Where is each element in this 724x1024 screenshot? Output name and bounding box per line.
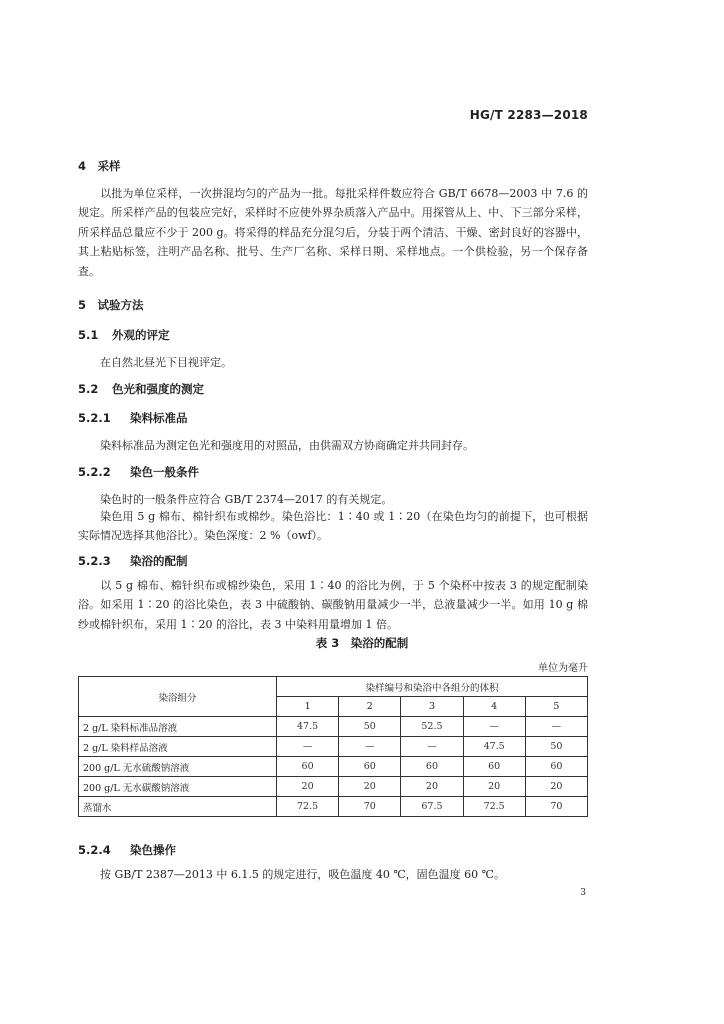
- table-cell: 20: [463, 777, 525, 797]
- table-cell: 60: [339, 757, 401, 777]
- table-cell: 50: [525, 737, 587, 757]
- page-number: 3: [580, 888, 586, 898]
- section-5-1-text: 在自然北昼光下目视评定。: [100, 356, 232, 369]
- section-5-2-4-heading: 5.2.4 染色操作: [78, 843, 176, 857]
- table-header-component: 染浴组分: [79, 677, 277, 717]
- table-cell: —: [339, 737, 401, 757]
- section-5-2-2-text-2: 染色用 5 g 棉布、棉针织布或棉纱。染色浴比：1∶40 或 1∶20（在染色均匀的前提下，也可根据实际情况选择其他浴比）。染色深度：2 %（owf）。: [78, 510, 588, 543]
- section-5-2-1-text: 染料标准品为测定色光和强度用的对照品，由供需双方协商确定并共同封存。: [100, 439, 474, 452]
- table-col-header: 4: [463, 697, 525, 717]
- section-5-2-2-text-1: 染色时的一般条件应符合 GB/T 2374—2017 的有关规定。: [100, 493, 393, 506]
- table-cell: —: [525, 717, 587, 737]
- section-5-heading: 5 试验方法: [78, 298, 144, 312]
- section-4-heading: 4 采样: [78, 159, 121, 173]
- table-col-header: 1: [277, 697, 339, 717]
- table-cell: 20: [525, 777, 587, 797]
- section-4-paragraph: 以批为单位采样，一次拼混均匀的产品为一批。每批采样件数应符合 GB/T 6678—2003 中 7.6 的规定。所采样产品的包装应完好，采样时不应使外界杂质落入产品中。用探管从上、中、下三部分采样，所采样品总量应不少于 200 g。将采得的样品充分混匀后，分装于两个清洁、干燥、密封良好的容器中，其上粘贴标签，注明产品名称、批号、生产厂名称、采样日期、采样地点。一个供检验，另一个保存备查。: [78, 187, 588, 278]
- table-col-header: 5: [525, 697, 587, 717]
- section-5-2-heading: 5.2 色光和强度的测定: [78, 382, 204, 396]
- table-cell: 52.5: [401, 717, 463, 737]
- section-5-2-3-heading: 5.2.3 染浴的配制: [78, 554, 188, 568]
- row-label: 200 g/L 无水碳酸钠溶液: [79, 777, 277, 797]
- table-cell: 60: [463, 757, 525, 777]
- table-header-group: 染样编号和染浴中各组分的体积: [277, 677, 588, 697]
- table-row: [79, 777, 588, 797]
- table-cell: 20: [401, 777, 463, 797]
- row-label: 蒸馏水: [79, 797, 277, 817]
- table-row: [79, 737, 588, 757]
- table-3: [78, 676, 588, 817]
- table-cell: —: [277, 737, 339, 757]
- table-col-header: 3: [401, 697, 463, 717]
- row-label: 2 g/L 染料标准品溶液: [79, 717, 277, 737]
- table-cell: 60: [401, 757, 463, 777]
- table-cell: 67.5: [401, 797, 463, 817]
- standard-code-header: HG/T 2283—2018: [469, 108, 588, 122]
- table-cell: 20: [277, 777, 339, 797]
- row-label: 200 g/L 无水硫酸钠溶液: [79, 757, 277, 777]
- section-5-2-4-text: 按 GB/T 2387—2013 中 6.1.5 的规定进行，吸色温度 40 ℃，固色温度 60 ℃。: [100, 868, 505, 881]
- table-cell: 47.5: [277, 717, 339, 737]
- table-cell: 60: [525, 757, 587, 777]
- table-cell: 70: [339, 797, 401, 817]
- row-label: 2 g/L 染料样品溶液: [79, 737, 277, 757]
- table-cell: 60: [277, 757, 339, 777]
- table-row: [79, 797, 588, 817]
- table-col-header: 2: [339, 697, 401, 717]
- table-cell: 47.5: [463, 737, 525, 757]
- table-cell: —: [463, 717, 525, 737]
- table-row: [79, 757, 588, 777]
- table-3-unit: 单位为毫升: [538, 663, 588, 674]
- table-3-caption: 表 3 染浴的配制: [315, 636, 409, 650]
- section-5-2-3-paragraph: 以 5 g 棉布、棉针织布或棉纱染色，采用 1∶40 的浴比为例，于 5 个染杯中按表 3 的规定配制染浴。如采用 1∶20 的浴比染色，表 3 中硫酸钠、碳酸钠用量减少一半，总液量减少一半。如用 10 g 棉纱或棉针织布，采用 1∶20 的浴比，表 3 中染料用量增加 1 倍。: [78, 579, 588, 631]
- table-row: [79, 717, 588, 737]
- table-cell: 20: [339, 777, 401, 797]
- table-cell: —: [401, 737, 463, 757]
- section-5-2-2-heading: 5.2.2 染色一般条件: [78, 465, 199, 479]
- section-5-2-1-heading: 5.2.1 染料标准品: [78, 411, 188, 425]
- table-cell: 70: [525, 797, 587, 817]
- table-cell: 50: [339, 717, 401, 737]
- section-5-1-heading: 5.1 外观的评定: [78, 328, 170, 342]
- table-cell: 72.5: [463, 797, 525, 817]
- table-cell: 72.5: [277, 797, 339, 817]
